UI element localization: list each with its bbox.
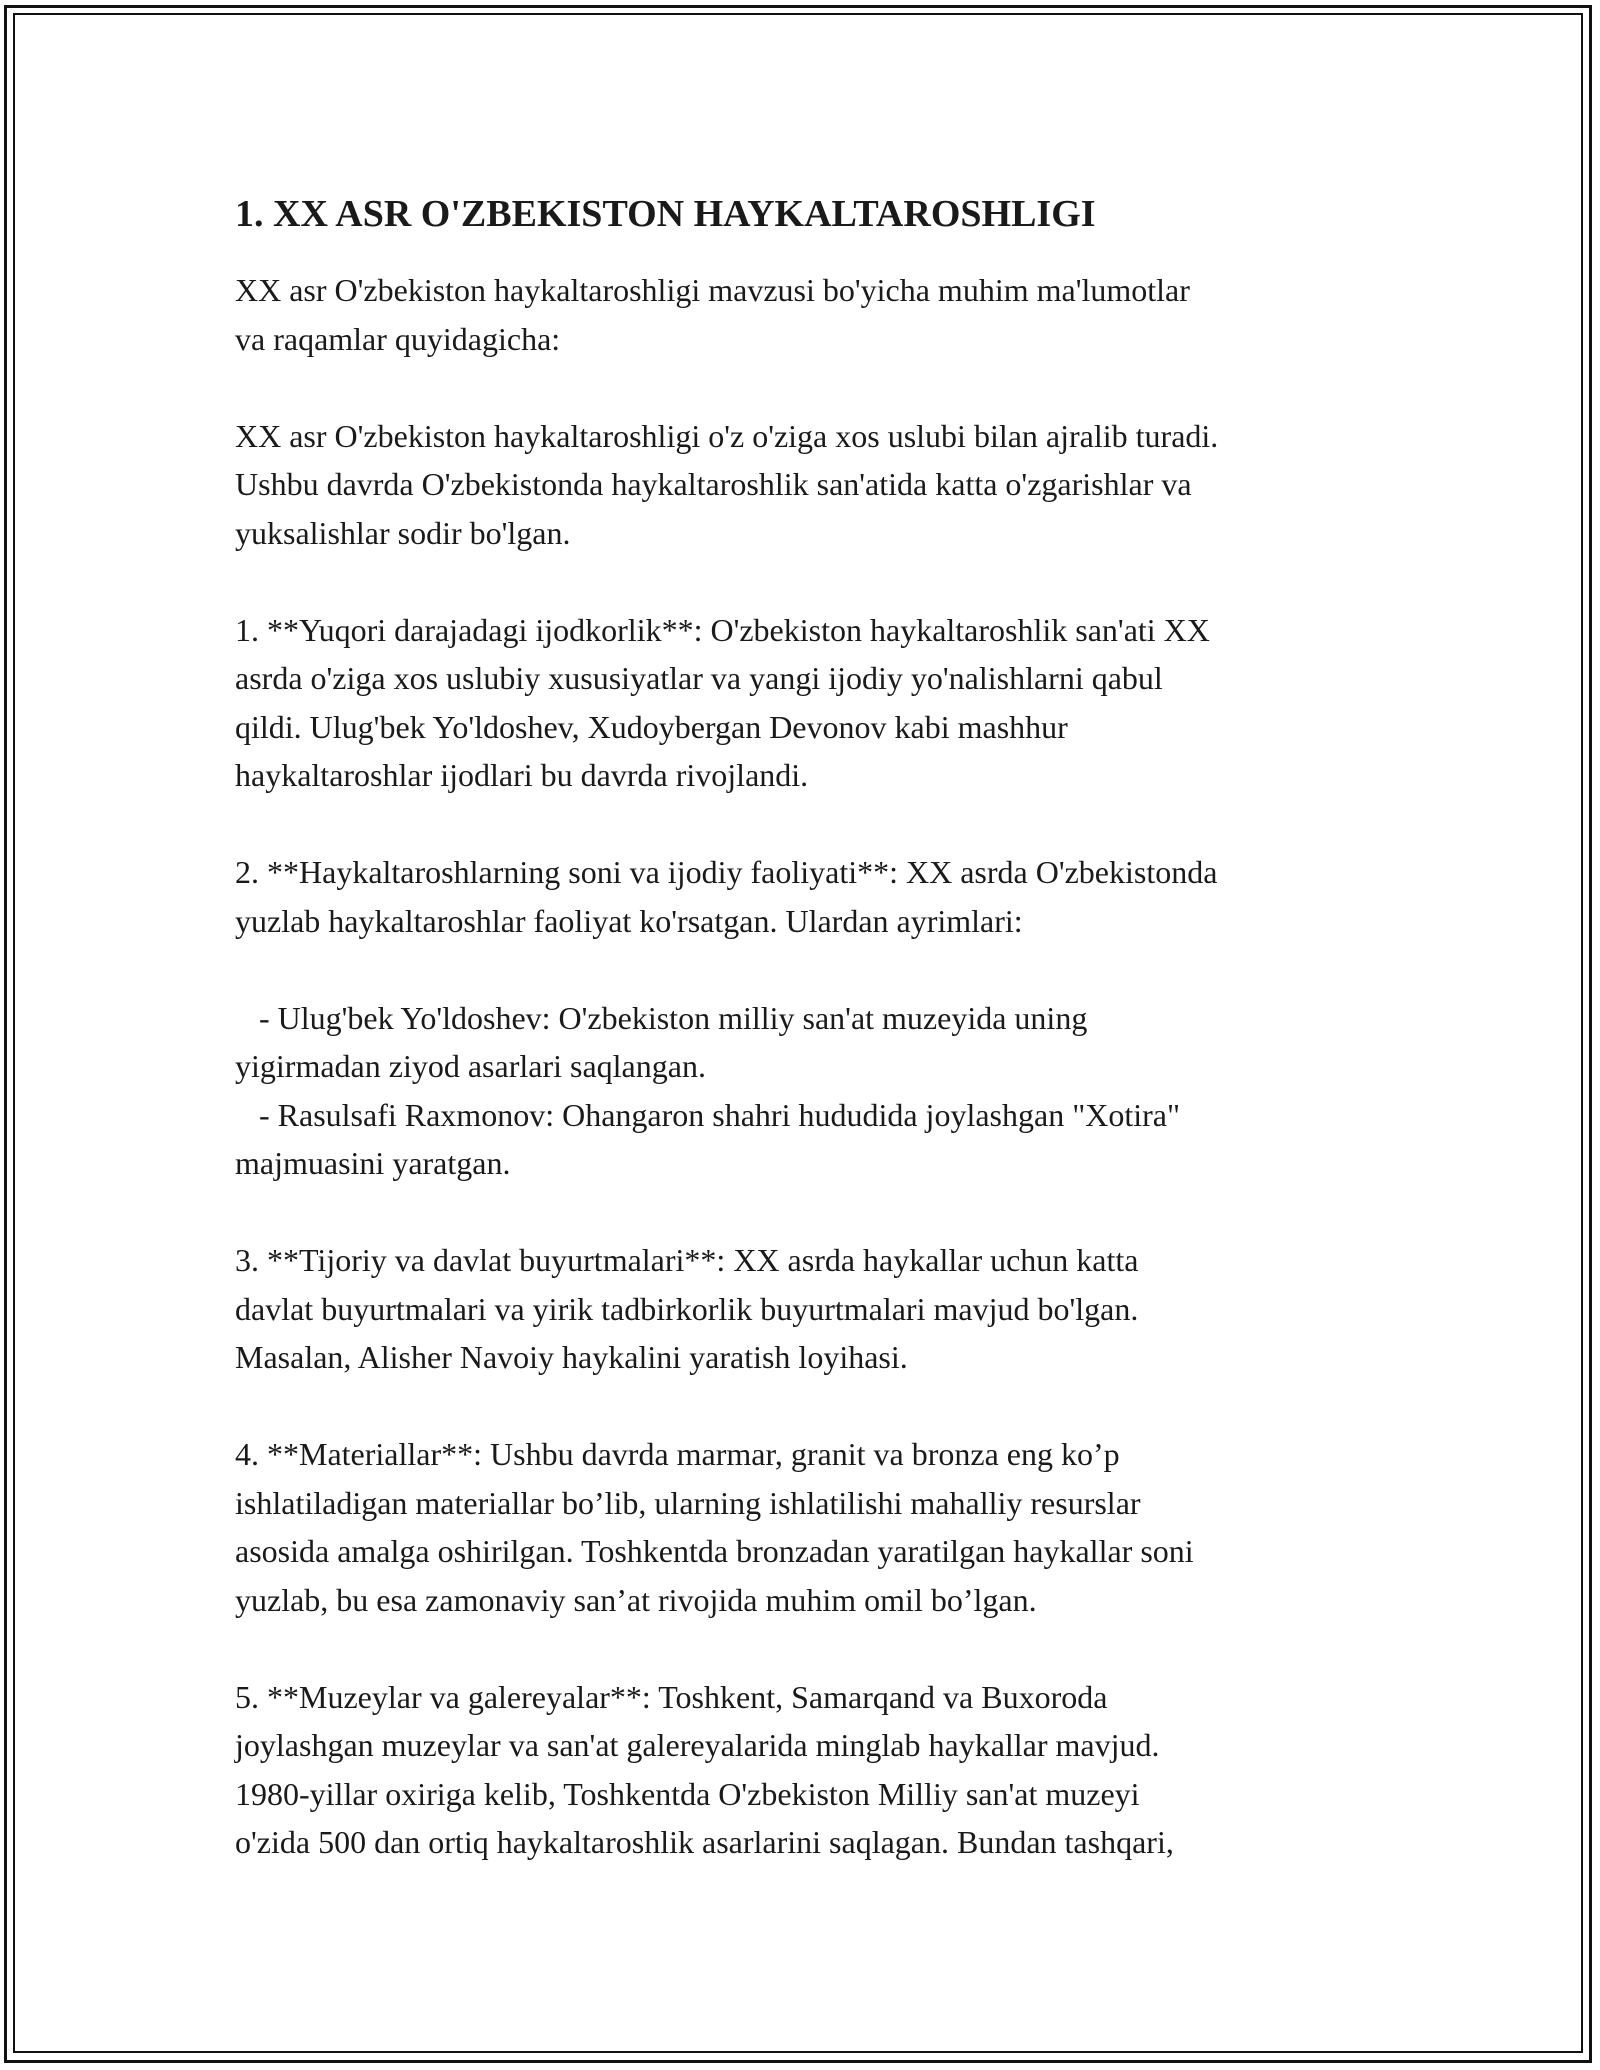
blank-line <box>235 800 1385 849</box>
text-line: o'zida 500 dan ortiq haykaltaroshlik asarlarini saqlagan. Bundan tashqari, <box>235 1824 1174 1860</box>
text-line: davlat buyurtmalari va yirik tadbirkorlik buyurtmalari mavjud bo'lgan. <box>235 1290 1139 1327</box>
blank-line <box>235 557 1385 606</box>
text-line: 4. **Materiallar**: Ushbu davrda marmar, granit va bronza eng ko’p <box>235 1436 1120 1472</box>
blank-line <box>235 1188 1385 1237</box>
text-line: va raqamlar quyidagicha: <box>235 320 561 357</box>
text-line: yuksalishlar sodir bo'lgan. <box>235 514 571 551</box>
text-line: 3. **Tijoriy va davlat buyurtmalari**: XX asrda haykallar uchun katta <box>235 1242 1139 1278</box>
text-line: 1980-yillar oxiriga kelib, Toshkentda O'zbekiston Milliy san'at muzeyi <box>235 1775 1140 1812</box>
text-line: Masalan, Alisher Navoiy haykalini yaratish loyihasi. <box>235 1339 908 1375</box>
text-line: asrda o'ziga xos uslubiy xususiyatlar va yangi ijodiy yo'nalishlarni qabul <box>235 660 1163 696</box>
document-body <box>235 266 1385 1867</box>
text-line: XX asr O'zbekiston haykaltaroshligi mavzusi bo'yicha muhim ma'lumotlar <box>235 272 1190 308</box>
text-line: - Ulug'bek Yo'ldoshev: O'zbekiston milliy san'at muzeyida uning <box>235 999 1088 1036</box>
text-line: haykaltaroshlar ijodlari bu davrda rivojlandi. <box>235 757 809 793</box>
text-line: qildi. Ulug'bek Yo'ldoshev, Xudoybergan Devonov kabi mashhur <box>235 708 1068 745</box>
text-line: 1. **Yuqori darajadagi ijodkorlik**: O'zbekiston haykaltaroshlik san'ati XX <box>235 611 1210 648</box>
text-line: Ushbu davrda O'zbekistonda haykaltaroshlik san'atida katta o'zgarishlar va <box>235 466 1192 502</box>
text-line: XX asr O'zbekiston haykaltaroshligi o'z o'ziga xos uslubi bilan ajralib turadi. <box>235 417 1219 454</box>
text-line: yigirmadan ziyod asarlari saqlangan. <box>235 1048 706 1084</box>
text-line: joylashgan muzeylar va san'at galereyalarida minglab haykallar mavjud. <box>235 1727 1160 1763</box>
text-line: yuzlab haykaltaroshlar faoliyat ko'rsatgan. Ulardan ayrimlari: <box>235 902 1023 939</box>
text-line: asosida amalga oshirilgan. Toshkentda bronzadan yaratilgan haykallar soni <box>235 1533 1194 1569</box>
text-line: ishlatiladigan materiallar bo’lib, ularning ishlatilishi mahalliy resurslar <box>235 1484 1141 1521</box>
text-line: majmuasini yaratgan. <box>235 1145 511 1181</box>
blank-line <box>235 363 1385 412</box>
document-page <box>235 190 1385 1867</box>
blank-line <box>235 1624 1385 1673</box>
text-line: 5. **Muzeylar va galereyalar**: Toshkent, Samarqand va Buxoroda <box>235 1678 1108 1715</box>
page-title: 1. XX ASR O'ZBEKISTON HAYKALTAROSHLIGI <box>235 193 1096 235</box>
blank-line <box>235 945 1385 994</box>
blank-line <box>235 1382 1385 1431</box>
text-line: yuzlab, bu esa zamonaviy san’at rivojida muhim omil bo’lgan. <box>235 1581 1037 1618</box>
text-line: - Rasulsafi Raxmonov: Ohangaron shahri hududida joylashgan "Xotira" <box>235 1096 1181 1133</box>
text-line: 2. **Haykaltaroshlarning soni va ijodiy faoliyati**: XX asrda O'zbekistonda <box>235 854 1218 890</box>
